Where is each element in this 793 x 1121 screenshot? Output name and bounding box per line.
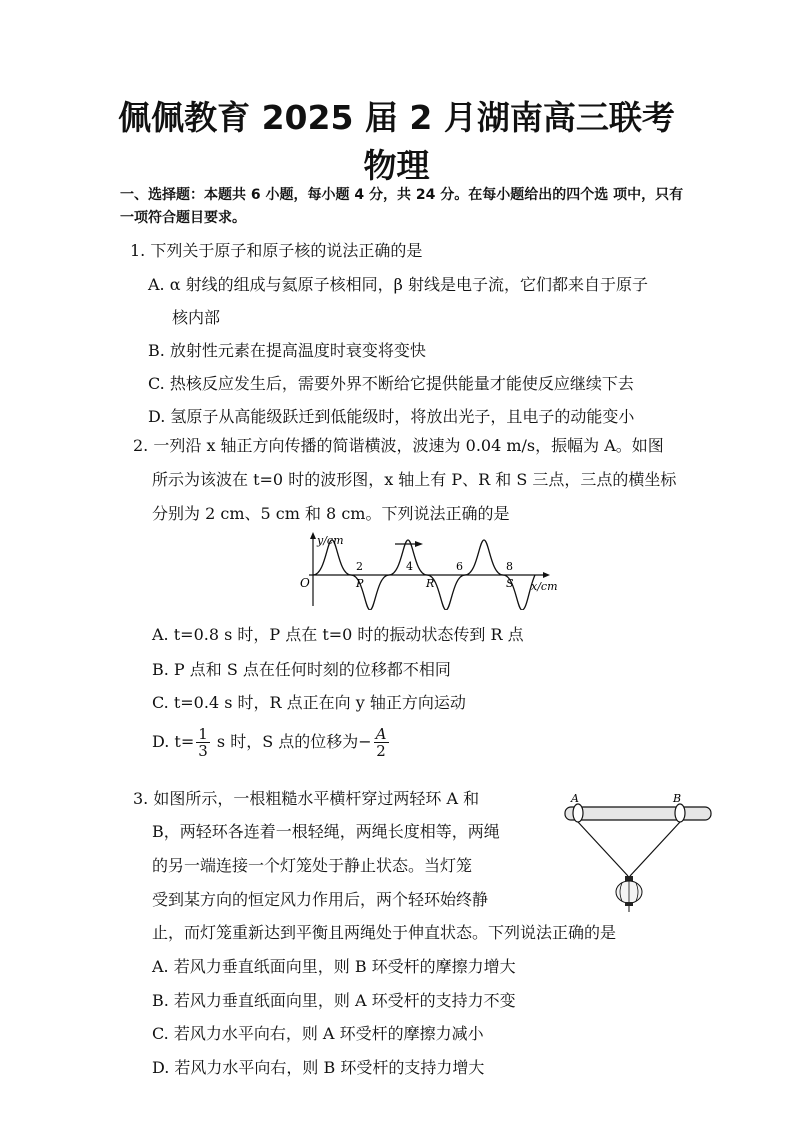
point-p-label: P xyxy=(356,577,364,590)
section-heading-line2: 一项符合题目要求。 xyxy=(120,210,246,226)
ring-a-label: A xyxy=(571,792,579,805)
rope-a xyxy=(578,822,628,876)
q1-option-a: A. α 射线的组成与氦原子核相同，β 射线是电子流，它们都来自于原子 xyxy=(148,275,648,294)
fraction-numerator-a: A xyxy=(375,725,387,743)
q1-option-d: D. 氢原子从高能级跃迁到低能级时，将放出光子，且电子的动能变小 xyxy=(148,407,635,426)
tick-4: 4 xyxy=(406,560,413,573)
tick-6: 6 xyxy=(456,560,463,573)
fraction-denominator-2: 2 xyxy=(376,742,386,760)
section-heading-line1: 一、选择题：本题共 6 小题，每小题 4 分，共 24 分。在每小题给出的四个选 项中，只有 xyxy=(120,187,684,203)
lantern-cap xyxy=(625,876,633,881)
ring-b-label: B xyxy=(673,792,682,805)
q2-option-d-prefix: D. t= xyxy=(152,732,195,751)
page-title: 佩佩教育 2025 届 2 月湖南高三联考 xyxy=(118,98,675,137)
point-r-label: R xyxy=(426,577,435,590)
lantern-figure xyxy=(555,790,725,915)
q3-stem-line2: B，两轻环各连着一根轻绳，两绳长度相等，两绳 xyxy=(152,822,500,841)
q2-stem-line1: 2. 一列沿 x 轴正方向传播的简谐横波，波速为 0.04 m/s，振幅为 A。如图 xyxy=(133,436,664,455)
subject-title: 物理 xyxy=(363,146,430,185)
fraction-denominator: 3 xyxy=(198,742,208,760)
q2-option-d xyxy=(152,724,391,760)
tick-8: 8 xyxy=(506,560,513,573)
q2-option-a: A. t=0.8 s 时，P 点在 t=0 时的振动状态传到 R 点 xyxy=(152,625,524,644)
point-s-label: S xyxy=(506,577,514,590)
q2-option-c: C. t=0.4 s 时，R 点正在向 y 轴正方向运动 xyxy=(152,693,466,712)
propagation-arrow-head xyxy=(415,541,423,547)
wave-figure xyxy=(295,530,565,610)
y-axis-label: y/cm xyxy=(317,534,344,547)
q3-option-a: A. 若风力垂直纸面向里，则 B 环受杆的摩擦力增大 xyxy=(152,957,516,976)
q2-stem-line3: 分别为 2 cm、5 cm 和 8 cm。下列说法正确的是 xyxy=(152,504,510,523)
fraction-a-half xyxy=(374,726,389,759)
horizontal-rod xyxy=(565,807,711,820)
q3-option-c: C. 若风力水平向右，则 A 环受杆的摩擦力减小 xyxy=(152,1024,484,1043)
q3-option-d: D. 若风力水平向右，则 B 环受杆的支持力增大 xyxy=(152,1058,485,1077)
x-axis-label: x/cm xyxy=(531,580,558,593)
rope-b xyxy=(630,822,680,876)
ring-a xyxy=(573,804,583,822)
q3-stem-line1: 3. 如图所示，一根粗糙水平横杆穿过两轻环 A 和 xyxy=(133,789,480,808)
tick-2: 2 xyxy=(356,560,363,573)
q3-option-b: B. 若风力垂直纸面向里，则 A 环受杆的支持力不变 xyxy=(152,991,516,1010)
fraction-numerator: 1 xyxy=(198,725,208,743)
q3-stem-line5: 止，而灯笼重新达到平衡且两绳处于伸直状态。下列说法正确的是 xyxy=(152,923,617,942)
q1-option-b: B. 放射性元素在提高温度时衰变将变快 xyxy=(148,341,426,360)
q3-stem-line3: 的另一端连接一个灯笼处于静止状态。当灯笼 xyxy=(152,856,473,875)
y-axis-arrow xyxy=(310,532,316,539)
q2-option-b: B. P 点和 S 点在任何时刻的位移都不相同 xyxy=(152,660,451,679)
q2-stem-line2: 所示为该波在 t=0 时的波形图，x 轴上有 P、R 和 S 三点，三点的横坐标 xyxy=(152,470,677,489)
origin-label: O xyxy=(300,576,310,590)
ring-b xyxy=(675,804,685,822)
lantern-base xyxy=(625,902,633,906)
q2-option-d-middle: s 时，S 点的位移为− xyxy=(211,732,372,751)
x-axis-arrow xyxy=(543,572,550,578)
q3-stem-line4: 受到某方向的恒定风力作用后，两个轻环始终静 xyxy=(152,890,489,909)
q1-option-a-cont: 核内部 xyxy=(172,308,221,327)
q1-stem: 1. 下列关于原子和原子核的说法正确的是 xyxy=(130,241,423,260)
fraction-one-third xyxy=(196,726,210,759)
q1-option-c: C. 热核反应发生后，需要外界不断给它提供能量才能使反应继续下去 xyxy=(148,374,634,393)
